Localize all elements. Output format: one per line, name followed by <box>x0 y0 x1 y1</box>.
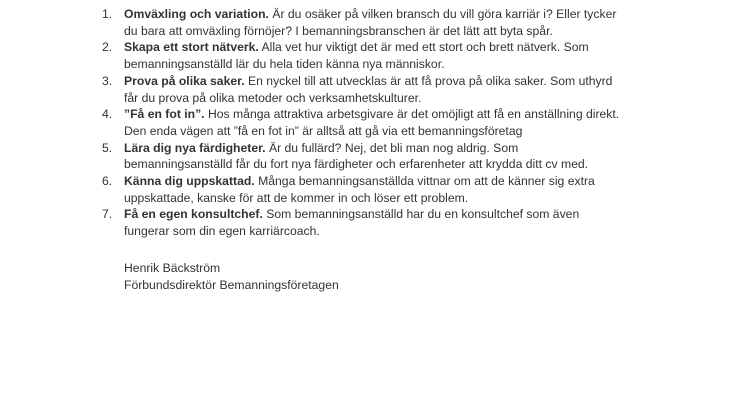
list-item <box>0 6 620 39</box>
item-text: Hos många attraktiva arbetsgivare är det omöjligt att få en anställning direkt. Den enda vägen att ”få en fot in” är alltså att gå via ett bemanningsföretag <box>124 107 620 138</box>
item-text: En nyckel till att utvecklas är att få prova på olika saker. Som uthyrd får du prova på olika metoder och verksamhetskulturer. <box>124 73 613 105</box>
list-number: 1. <box>102 7 113 21</box>
list-number: 3. <box>102 73 113 88</box>
item-text: Är du osäker på vilken bransch du vill göra karriär i? Eller tycker du bara att omväxling förnöjer? I bemanningsbranschen är det lätt att byta spår. <box>124 7 617 38</box>
list-number: 7. <box>102 207 113 222</box>
item-title: ”Få en fot in”. <box>124 107 205 122</box>
list-item <box>0 140 620 173</box>
item-title: Lära dig nya färdigheter. <box>124 140 266 155</box>
list-number: 6. <box>102 174 113 189</box>
signature-name: Henrik Bäckström <box>124 261 221 275</box>
list-number: 4. <box>102 107 113 122</box>
item-text: Många bemanningsanställda vittnar om att de känner sig extra uppskattade, kanske för att de kommer in och löser ett problem. <box>124 174 595 205</box>
list-item <box>0 206 620 239</box>
item-title: Omväxling och variation. <box>124 7 269 21</box>
list-number: 2. <box>102 40 113 55</box>
item-text: Som bemanningsanställd har du en konsultchef som även fungerar som din egen karriärcoach. <box>124 207 580 239</box>
item-title: Skapa ett stort nätverk. <box>124 40 259 55</box>
list-item <box>0 73 620 106</box>
list-item <box>0 106 620 139</box>
tips-list <box>0 6 620 240</box>
item-title: Prova på olika saker. <box>124 73 245 88</box>
list-number: 5. <box>102 140 113 155</box>
item-title: Få en egen konsultchef. <box>124 207 263 222</box>
item-text: Är du fullärd? Nej, det bli man nog aldrig. Som bemanningsanställd får du fort nya färdigheter och erfarenheter att krydda ditt cv med. <box>124 140 589 172</box>
signature-role: Förbundsdirektör Bemanningsföretagen <box>124 277 339 292</box>
list-item <box>0 173 620 206</box>
list-item <box>0 39 620 72</box>
item-title: Känna dig uppskattad. <box>124 174 255 189</box>
item-text: Alla vet hur viktigt det är med ett stort och brett nätverk. Som bemanningsanställd lär du hela tiden känna nya människor. <box>124 40 589 72</box>
signature-block <box>124 260 339 293</box>
